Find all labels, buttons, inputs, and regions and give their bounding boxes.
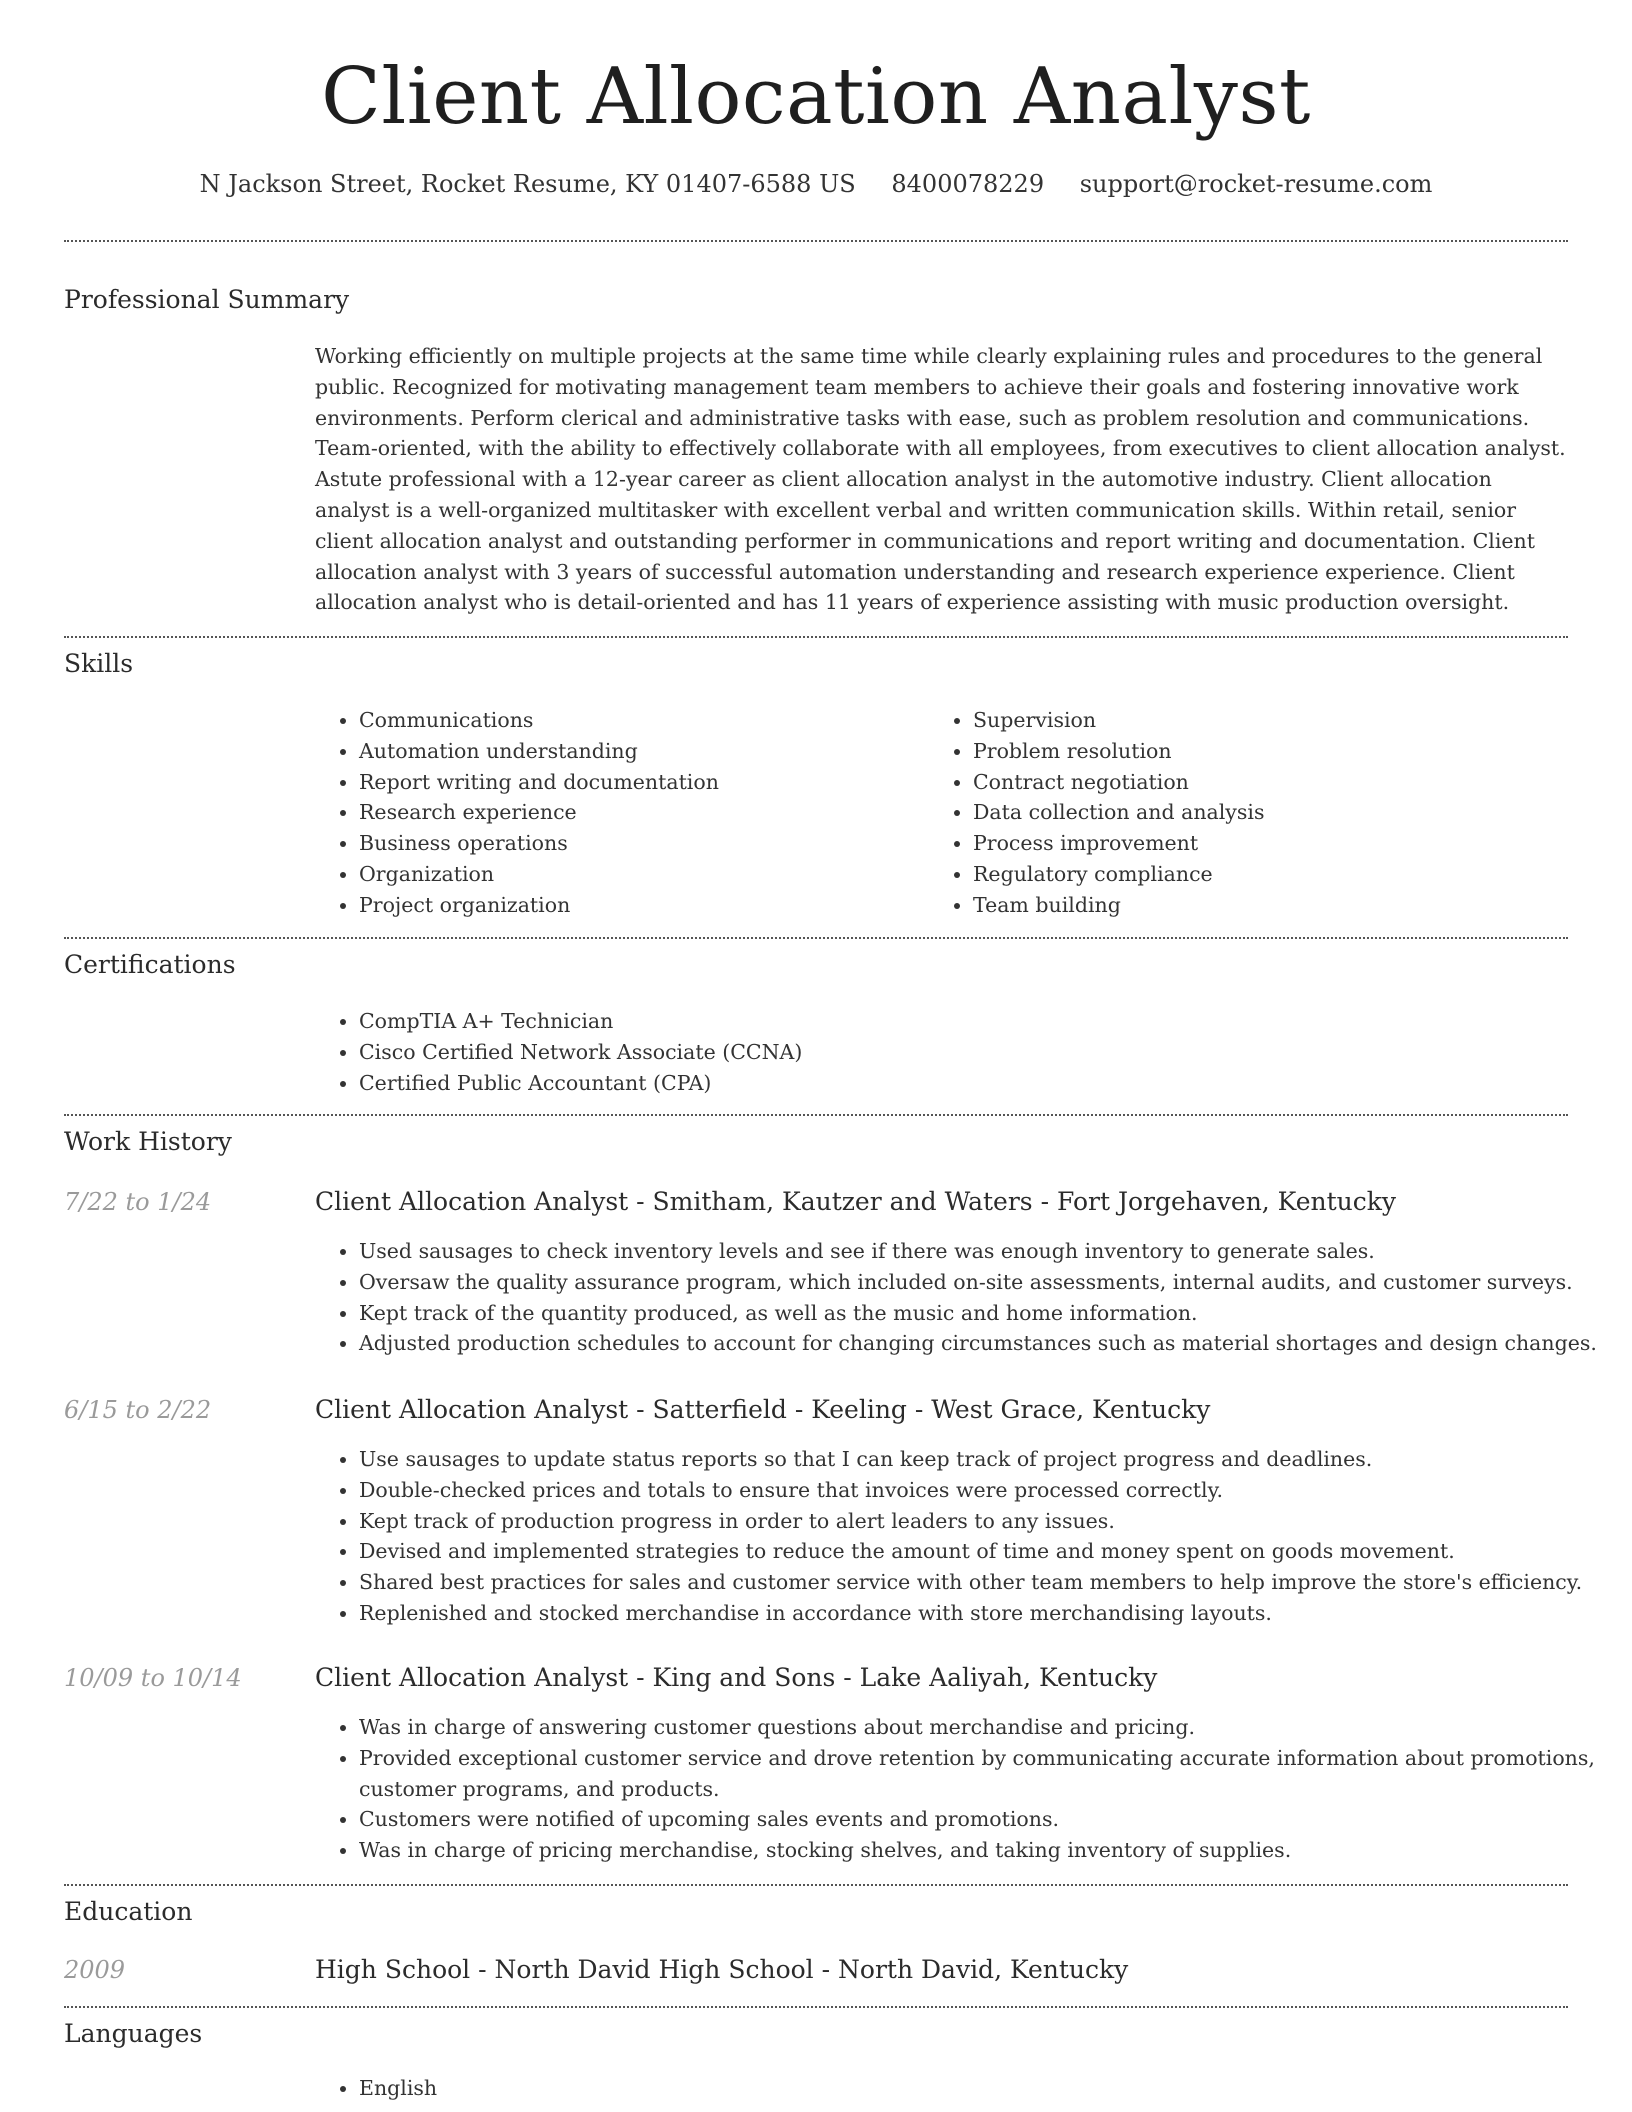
job-bullets (315, 1712, 1612, 1866)
list-item: • Problem resolution (973, 736, 1533, 767)
list-item: • Team building (973, 890, 1533, 921)
education-entry: High School - North David High School - North David, Kentucky (315, 1955, 1129, 1984)
list-item: • Data collection and analysis (973, 797, 1533, 828)
list-item: • CompTIA A+ Technician (359, 1006, 1612, 1037)
list-item: • Supervision (973, 705, 1533, 736)
section-title-certifications: Certifications (64, 950, 236, 979)
contact-email: support@rocket-resume.com (1079, 170, 1433, 198)
section-title-education: Education (64, 1897, 193, 1926)
job-bullets (315, 1236, 1612, 1359)
list-item: • Use sausages to update status reports so that I can keep track of project progress and deadlines. (359, 1444, 1612, 1475)
certifications-list (315, 1006, 1612, 1098)
contact-address: N Jackson Street, Rocket Resume, KY 01407-6588 US (199, 170, 856, 198)
contact-phone: 8400078229 (891, 170, 1045, 198)
list-item: • Process improvement (973, 828, 1533, 859)
list-item: • English (359, 2073, 1612, 2104)
job-dates: 6/15 to 2/22 (64, 1396, 212, 1424)
list-item: • Provided exceptional customer service and drove retention by communicating accurate information about promotions, customer programs, and products. (359, 1743, 1612, 1805)
section-title-languages: Languages (64, 2019, 203, 2048)
divider (64, 240, 1568, 242)
list-item: • Organization (359, 859, 919, 890)
divider (64, 636, 1568, 638)
list-item: • Devised and implemented strategies to reduce the amount of time and money spent on goods movement. (359, 1536, 1612, 1567)
list-item: • Business operations (359, 828, 919, 859)
list-item: • Double-checked prices and totals to ensure that invoices were processed correctly. (359, 1475, 1612, 1506)
contact-line (0, 168, 1632, 200)
section-title-skills: Skills (64, 649, 134, 678)
list-item: • Kept track of the quantity produced, as well as the music and home information. (359, 1298, 1612, 1329)
list-item: • Replenished and stocked merchandise in accordance with store merchandising layouts. (359, 1598, 1612, 1629)
skills-list-right (929, 705, 1533, 921)
job-title: Client Allocation Analyst - Satterfield - Keeling - West Grace, Kentucky (315, 1395, 1211, 1424)
divider (64, 937, 1568, 939)
list-item: • Regulatory compliance (973, 859, 1533, 890)
divider (64, 1114, 1568, 1116)
summary-text: Working efficiently on multiple projects at the same time while clearly explaining rules and procedures to the general public. Recognized for motivating management team members to achieve their goals and fostering innovative work environments. Perform clerical and administrative tasks with ease, such as problem resolution and communications. Team-oriented, with the ability to effectively collaborate with all employees, from executives to client allocation analyst. Astute professional with a 12-year career as client allocation analyst in the automotive industry. Client allocation analyst is a well-organized multitasker with excellent verbal and written communication skills. Within retail, senior client allocation analyst and outstanding performer in communications and report writing and documentation. Client allocation analyst with 3 years of successful automation understanding and research experience experience. Client allocation analyst who is detail-oriented and has 11 years of experience assisting with music production oversight. (315, 344, 1566, 615)
list-item: • Adjusted production schedules to account for changing circumstances such as material shortages and design changes. (359, 1328, 1612, 1359)
resume-name: Client Allocation Analyst (321, 52, 1311, 142)
list-item: • Kept track of production progress in order to alert leaders to any issues. (359, 1506, 1612, 1537)
job-dates: 7/22 to 1/24 (64, 1188, 212, 1216)
list-item: • Report writing and documentation (359, 767, 919, 798)
list-item: • Project organization (359, 890, 919, 921)
list-item: • Shared best practices for sales and customer service with other team members to help improve the store's efficiency. (359, 1567, 1612, 1598)
list-item: • Cisco Certified Network Associate (CCNA) (359, 1037, 1612, 1068)
list-item: • Research experience (359, 797, 919, 828)
list-item: • Was in charge of answering customer questions about merchandise and pricing. (359, 1712, 1612, 1743)
education-year: 2009 (64, 1956, 126, 1984)
section-title-summary: Professional Summary (64, 285, 350, 314)
list-item: • Was in charge of pricing merchandise, stocking shelves, and taking inventory of supplies. (359, 1835, 1612, 1866)
job-dates: 10/09 to 10/14 (64, 1664, 242, 1692)
list-item: • Contract negotiation (973, 767, 1533, 798)
divider (64, 2006, 1568, 2008)
skills-list-left (315, 705, 919, 921)
section-title-work-history: Work History (64, 1127, 232, 1156)
languages-list (315, 2073, 1612, 2104)
job-title: Client Allocation Analyst - Smitham, Kautzer and Waters - Fort Jorgehaven, Kentucky (315, 1187, 1397, 1216)
job-title: Client Allocation Analyst - King and Sons - Lake Aaliyah, Kentucky (315, 1663, 1158, 1692)
list-item: • Used sausages to check inventory levels and see if there was enough inventory to generate sales. (359, 1236, 1612, 1267)
list-item: • Certified Public Accountant (CPA) (359, 1068, 1612, 1099)
divider (64, 1884, 1568, 1886)
list-item: • Communications (359, 705, 919, 736)
list-item: • Oversaw the quality assurance program, which included on-site assessments, internal audits, and customer surveys. (359, 1267, 1612, 1298)
list-item: • Automation understanding (359, 736, 919, 767)
job-bullets (315, 1444, 1612, 1629)
list-item: • Customers were notified of upcoming sales events and promotions. (359, 1804, 1612, 1835)
